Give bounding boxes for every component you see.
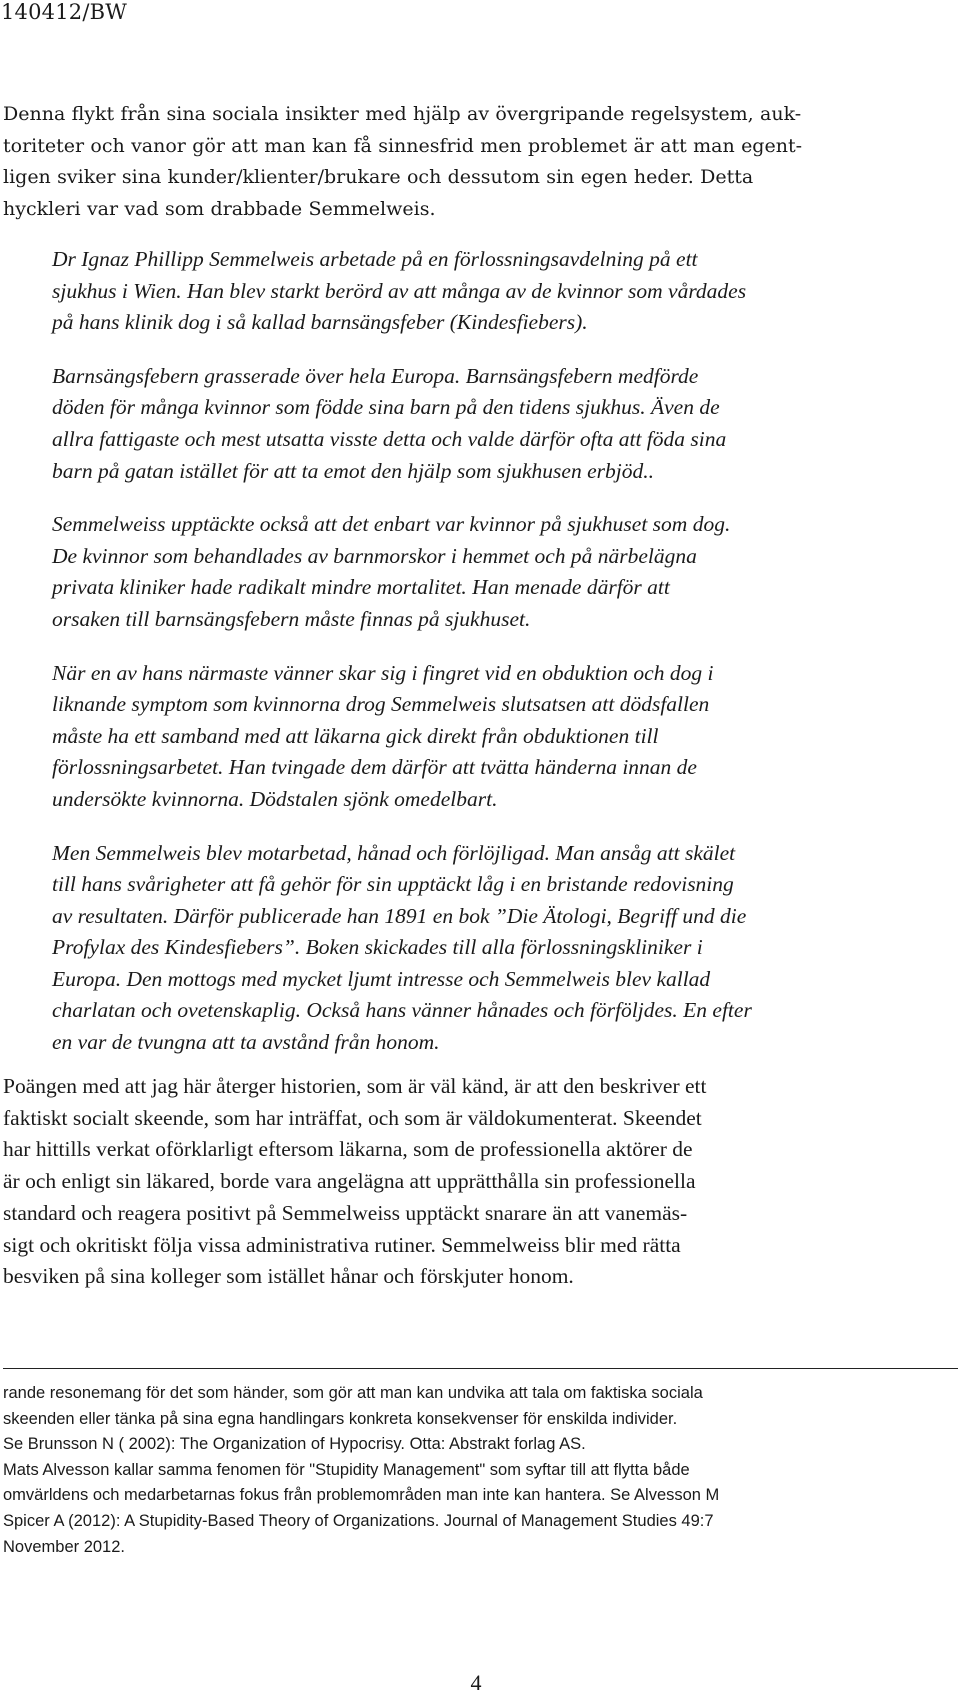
quote-line: Barnsängsfebern grasserade över hela Europa. Barnsängsfebern medförde (52, 363, 699, 388)
quote-line: Semmelweiss upptäckte också att det enbart var kvinnor på sjukhuset som dog. (52, 512, 731, 537)
intro-line: toriteter och vanor gör att man kan få sinnesfrid men problemet är att man egent- (3, 134, 803, 157)
intro-line: Denna flykt från sina sociala insikter med hjälp av övergripande regelsystem, auk- (3, 103, 802, 125)
quote-line: sjukhus i Wien. Han blev starkt berörd av att många av de kvinnor som vårdades (52, 278, 747, 303)
quote-line: undersökte kvinnorna. Dödstalen sjönk omedelbart. (52, 786, 498, 811)
quote-line: på hans klinik dog i så kallad barnsängsfeber (Kindesfiebers). (52, 310, 588, 335)
intro-line: ligen sviker sina kunder/klienter/brukare och dessutom sin egen heder. Detta (3, 166, 754, 188)
quote-line: döden för många kvinnor som födde sina barn på den tidens sjukhus. Även de (52, 395, 720, 420)
quote-line: till hans svårigheter att få gehör för sin upptäckt låg i en bristande redovisning (52, 872, 734, 897)
quote-line: Men Semmelweis blev motarbetad, hånad och förlöjligad. Man ansåg att skälet (52, 840, 736, 865)
footnote-line: omvärldens och medarbetarnas fokus från problemområden man inte kan hantera. Se Alvesson M (3, 1486, 720, 1505)
footnote-line: skeenden eller tänka på sina egna handlingars konkreta konsekvenser för enskilda individer. (3, 1409, 678, 1428)
quote-line: privata kliniker hade radikalt mindre mortalitet. Han menade därför att (52, 575, 670, 600)
quote-line: allra fattigaste och mest utsatta visste detta och valde därför ofta att föda sina (52, 426, 727, 451)
footnote-line: Spicer A (2012): A Stupidity-Based Theory of Organizations. Journal of Management Studies 49:7 (3, 1511, 714, 1530)
footnote-divider (3, 1368, 958, 1369)
quote-line: Europa. Den mottogs med mycket ljumt intresse och Semmelweis blev kallad (52, 966, 711, 991)
quote-line: När en av hans närmaste vänner skar sig i fingret vid en obduktion och dog i (52, 660, 714, 685)
quote-paragraph-2 (52, 361, 942, 487)
quote-line: Profylax des Kindesfiebers”. Boken skickades till alla förlossningskliniker i (52, 935, 703, 960)
quote-line: av resultaten. Därför publicerade han 1891 en bok ”Die Ätologi, Begriff und die (52, 903, 747, 928)
page-number: 4 (470, 1670, 482, 1695)
body-line: Poängen med att jag här återger historien, som är väl känd, är att den beskriver ett (3, 1074, 707, 1098)
footnote-line: Se Brunsson N ( 2002): The Organization of Hypocrisy. Otta: Abstrakt forlag AS. (3, 1435, 586, 1454)
quote-line: barn på gatan istället för att ta emot den hjälp som sjukhusen erbjöd.. (52, 458, 654, 483)
quote-paragraph-4 (52, 658, 942, 816)
body-line: besviken på sina kolleger som istället hånar och förskjuter honom. (3, 1264, 574, 1289)
quote-paragraph-1 (52, 244, 942, 339)
body-line: är och enligt sin läkared, borde vara angelägna att upprätthålla sin professionella (3, 1169, 696, 1194)
footnote-line: Mats Alvesson kallar samma fenomen för "Stupidity Management" som syftar till att flytta både (3, 1460, 690, 1479)
intro-paragraph (3, 99, 938, 225)
quote-line: orsaken till barnsängsfebern måste finnas på sjukhuset. (52, 606, 531, 631)
body-line: har hittills verkat oförklarligt eftersom läkarna, som de professionella aktörer de (3, 1137, 693, 1162)
quote-line: måste ha ett samband med att läkarna gick direkt från obduktionen till (52, 723, 659, 748)
footnote-line: rande resonemang för det som händer, som gör att man kan undvika att tala om faktiska sociala (3, 1384, 703, 1402)
document-id: 140412/BW (1, 0, 128, 24)
body-paragraph (3, 1071, 943, 1293)
quote-line: en var de tvungna att ta avstånd från honom. (52, 1030, 440, 1055)
quote-line: förlossningsarbetet. Han tvingade dem därför att tvätta händerna innan de (52, 755, 697, 780)
footnote-line: November 2012. (3, 1537, 125, 1556)
body-line: faktiskt socialt skeende, som har inträffat, och som är väldokumenterat. Skeendet (3, 1105, 702, 1130)
quote-line: charlatan och ovetenskaplig. Också hans vänner hånades och förföljdes. En efter (52, 998, 752, 1023)
quote-line: Dr Ignaz Phillipp Semmelweis arbetade på en förlossningsavdelning på ett (52, 247, 698, 271)
quote-line: De kvinnor som behandlades av barnmorskor i hemmet och på närbelägna (52, 543, 697, 568)
quote-paragraph-3 (52, 509, 942, 635)
quote-paragraph-5 (52, 838, 942, 1059)
footnotes (3, 1381, 953, 1560)
quote-line: liknande symptom som kvinnorna drog Semmelweis slutsatsen att dödsfallen (52, 692, 710, 717)
body-line: sigt och okritiskt följa vissa administrativa rutiner. Semmelweiss blir med rätta (3, 1232, 681, 1257)
semmelweis-quote-block (52, 244, 942, 1081)
intro-line: hyckleri var vad som drabbade Semmelweis. (3, 197, 436, 220)
body-line: standard och reagera positivt på Semmelweiss upptäckt snarare än att vanemäs- (3, 1200, 688, 1225)
